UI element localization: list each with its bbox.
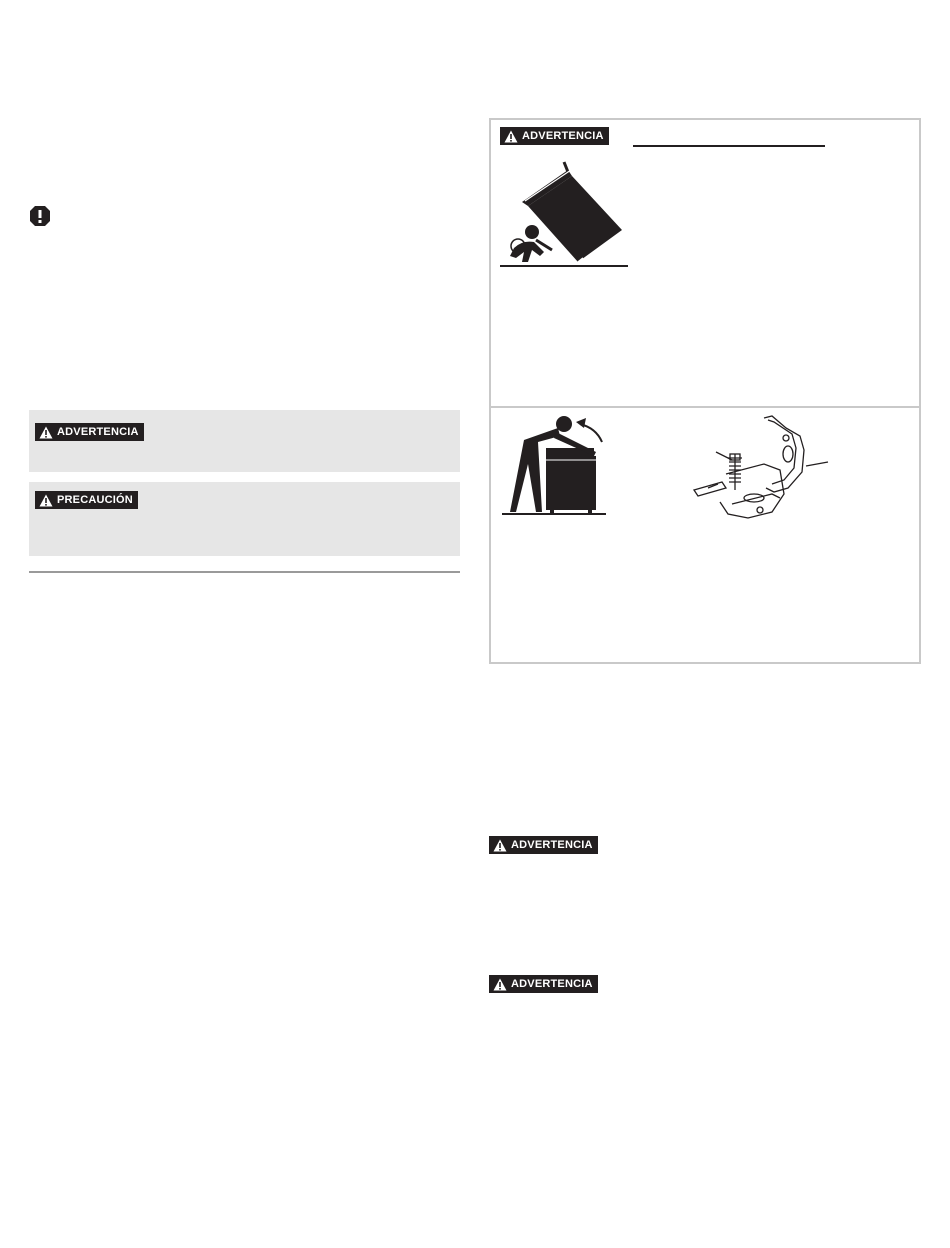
- lower-warning-badge-1: [489, 836, 598, 854]
- anti-tip-warning-label: ADVERTENCIA: [522, 130, 604, 142]
- caution-badge-label: PRECAUCIÓN: [57, 494, 133, 506]
- warning-triangle-icon: [39, 494, 53, 507]
- warning-box: [29, 410, 460, 472]
- panel-divider: [489, 406, 921, 408]
- lower-warning-badge-2: [489, 975, 598, 993]
- safety-alert-icon: [29, 205, 51, 227]
- lower-warning-label-2: ADVERTENCIA: [511, 978, 593, 990]
- warning-triangle-icon: [493, 978, 507, 991]
- warning-triangle-icon: [504, 130, 518, 143]
- warning-triangle-icon: [493, 839, 507, 852]
- anti-tip-warning-badge: [500, 127, 609, 145]
- tipping-range-child-illustration: [500, 158, 630, 270]
- warning-badge-label: ADVERTENCIA: [57, 426, 139, 438]
- person-checking-range-illustration: [500, 414, 610, 520]
- warning-triangle-icon: [39, 426, 53, 439]
- section-divider: [29, 571, 460, 573]
- anti-tip-heading-underline: [633, 145, 825, 147]
- warning-badge: [35, 423, 144, 441]
- lower-warning-label-1: ADVERTENCIA: [511, 839, 593, 851]
- caution-badge: [35, 491, 138, 509]
- anti-tip-bracket-illustration: [688, 414, 830, 522]
